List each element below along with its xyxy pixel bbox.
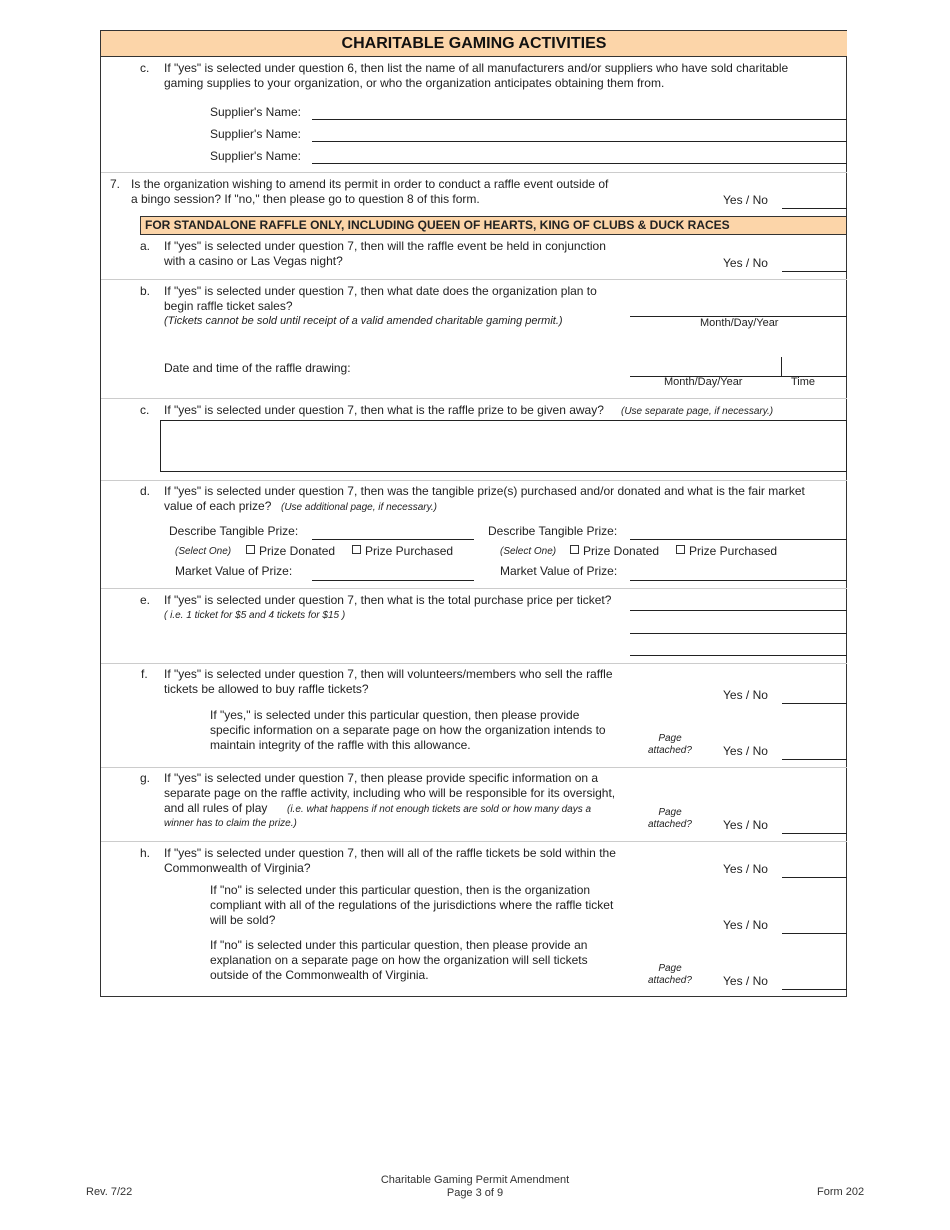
q7-answer-field[interactable] xyxy=(782,208,847,209)
divider xyxy=(101,398,847,399)
prize-purchased-option-2[interactable]: Prize Purchased xyxy=(676,544,777,558)
question-text: a bingo session? If "no," then please go to question 8 of this form. xyxy=(131,192,480,206)
select-one-label: (Select One) xyxy=(175,546,232,557)
footer-revision: Rev. 7/22 xyxy=(86,1186,133,1198)
prize-donated-option-1[interactable]: Prize Donated xyxy=(246,544,335,558)
item-letter: d. xyxy=(140,484,151,498)
supplier-name-field-2[interactable] xyxy=(312,141,847,142)
supplier-name-field-1[interactable] xyxy=(312,119,847,120)
h-page-attached-field[interactable] xyxy=(782,989,847,990)
prize-description-field-2[interactable] xyxy=(630,539,847,540)
question-text: with a casino or Las Vegas night? xyxy=(164,254,343,268)
yes-no-label: Yes / No xyxy=(723,918,768,932)
question-note: (Use separate page, if necessary.) xyxy=(621,406,774,417)
divider xyxy=(101,841,847,842)
date-caption: Month/Day/Year xyxy=(700,317,779,329)
page-attached-label: attached? xyxy=(648,819,692,830)
describe-label: Describe Tangible Prize: xyxy=(488,524,618,538)
sub-question-text: outside of the Commonwealth of Virginia. xyxy=(210,968,429,982)
question-text: If "yes" is selected under question 7, then will all of the raffle tickets be sold within the xyxy=(164,846,616,860)
question-text: gaming supplies to your organization, or who the organization anticipates obtaining them from. xyxy=(164,76,665,90)
sub-question-text: If "no" is selected under this particular question, then please provide an xyxy=(210,938,588,952)
sub-question-text: specific information on a separate page on how the organization intends to xyxy=(210,723,606,737)
date-caption: Month/Day/Year xyxy=(664,376,743,388)
footer-form-number: Form 202 xyxy=(817,1186,865,1198)
yes-no-label: Yes / No xyxy=(723,193,768,207)
f-page-attached-field[interactable] xyxy=(782,759,847,760)
market-value-field-2[interactable] xyxy=(630,580,847,581)
supplier-label: Supplier's Name: xyxy=(210,149,301,163)
footer-form-name: Charitable Gaming Permit Amendment xyxy=(380,1174,570,1186)
yes-no-label: Yes / No xyxy=(723,744,768,758)
prize-description-field-1[interactable] xyxy=(312,539,474,540)
question-text: If "yes" is selected under question 6, then list the name of all manufacturers and/or suppliers who have sold charitable xyxy=(164,61,789,75)
checkbox-icon[interactable] xyxy=(676,545,685,554)
time-caption: Time xyxy=(791,376,816,388)
yes-no-label: Yes / No xyxy=(723,974,768,988)
yes-no-label: Yes / No xyxy=(723,688,768,702)
a-answer-field[interactable] xyxy=(782,271,847,272)
market-value-label: Market Value of Prize: xyxy=(175,564,293,578)
item-letter: a. xyxy=(140,239,151,253)
page-attached-label: Page xyxy=(658,963,682,974)
raffle-prize-textbox[interactable] xyxy=(160,420,847,472)
divider xyxy=(101,279,847,280)
question-text: separate page on the raffle activity, including who will be responsible for its oversight, xyxy=(164,786,616,800)
footer-page-number: Page 3 of 9 xyxy=(446,1187,504,1199)
date-time-divider xyxy=(781,357,782,376)
question-number: 7. xyxy=(110,177,121,191)
question-text: value of each prize? xyxy=(164,499,272,513)
supplier-name-field-3[interactable] xyxy=(312,163,847,164)
section-title: CHARITABLE GAMING ACTIVITIES xyxy=(101,31,847,57)
item-letter: b. xyxy=(140,284,151,298)
item-letter: g. xyxy=(140,771,151,785)
item-letter: c. xyxy=(140,61,150,75)
item-letter: e. xyxy=(140,593,151,607)
question-text: If "yes" is selected under question 7, then what date does the organization plan to xyxy=(164,284,597,298)
question-text: Is the organization wishing to amend its permit in order to conduct a raffle event outside of xyxy=(131,177,609,191)
sub-question-text: maintain integrity of the raffle with this allowance. xyxy=(210,738,471,752)
question-note: (Use additional page, if necessary.) xyxy=(281,502,438,513)
divider xyxy=(101,172,847,173)
item-letter: h. xyxy=(140,846,151,860)
prize-purchased-option-1[interactable]: Prize Purchased xyxy=(352,544,453,558)
sub-question-text: compliant with all of the regulations of the jurisdictions where the raffle ticket xyxy=(210,898,614,912)
question-text: tickets be allowed to buy raffle tickets? xyxy=(164,682,369,696)
checkbox-icon[interactable] xyxy=(352,545,361,554)
item-letter: f. xyxy=(141,667,148,681)
question-text: If "yes" is selected under question 7, then will volunteers/members who sell the raffle xyxy=(164,667,613,681)
yes-no-label: Yes / No xyxy=(723,818,768,832)
question-note: winner has to claim the prize.) xyxy=(164,818,297,829)
ticket-price-field-3[interactable] xyxy=(630,655,847,656)
divider xyxy=(101,767,847,768)
divider xyxy=(101,588,847,589)
checkbox-icon[interactable] xyxy=(570,545,579,554)
select-one-label: (Select One) xyxy=(500,546,557,557)
supplier-label: Supplier's Name: xyxy=(210,105,301,119)
supplier-label: Supplier's Name: xyxy=(210,127,301,141)
page-attached-label: attached? xyxy=(648,745,692,756)
h-answer-field[interactable] xyxy=(782,877,847,878)
question-note: (Tickets cannot be sold until receipt of a valid amended charitable gaming permit.) xyxy=(164,315,563,327)
page-attached-label: attached? xyxy=(648,975,692,986)
sub-question-text: will be sold? xyxy=(210,913,276,927)
item-letter: c. xyxy=(140,403,150,417)
question-text: If "yes" is selected under question 7, then what is the total purchase price per ticket? xyxy=(164,593,612,607)
ticket-price-field-2[interactable] xyxy=(630,633,847,634)
page-attached-label: Page xyxy=(658,807,682,818)
divider xyxy=(101,480,847,481)
question-note: (i.e. what happens if not enough tickets are sold or how many days a xyxy=(287,804,592,815)
yes-no-label: Yes / No xyxy=(723,862,768,876)
question-text: Commonwealth of Virginia? xyxy=(164,861,311,875)
question-text: begin raffle ticket sales? xyxy=(164,299,293,313)
ticket-price-field-1[interactable] xyxy=(630,610,847,611)
drawing-label: Date and time of the raffle drawing: xyxy=(164,361,351,375)
yes-no-label: Yes / No xyxy=(723,256,768,270)
h-compliance-field[interactable] xyxy=(782,933,847,934)
question-note: ( i.e. 1 ticket for $5 and 4 tickets for $15 ) xyxy=(164,610,346,621)
question-text: If "yes" is selected under question 7, then will the raffle event be held in conjunction xyxy=(164,239,606,253)
question-text: If "yes" is selected under question 7, then was the tangible prize(s) purchased and/or donated and what is the fair market xyxy=(164,484,805,498)
g-page-attached-field[interactable] xyxy=(782,833,847,834)
checkbox-icon[interactable] xyxy=(246,545,255,554)
prize-donated-option-2[interactable]: Prize Donated xyxy=(570,544,659,558)
sub-question-text: explanation on a separate page on how the organization will sell tickets xyxy=(210,953,588,967)
f-answer-field[interactable] xyxy=(782,703,847,704)
describe-label: Describe Tangible Prize: xyxy=(169,524,299,538)
sub-question-text: If "no" is selected under this particular question, then is the organization xyxy=(210,883,591,897)
market-value-field-1[interactable] xyxy=(312,580,474,581)
standalone-raffle-band: FOR STANDALONE RAFFLE ONLY, INCLUDING QUEEN OF HEARTS, KING OF CLUBS & DUCK RACES xyxy=(140,216,847,235)
market-value-label: Market Value of Prize: xyxy=(500,564,618,578)
page-attached-label: Page xyxy=(658,733,682,744)
divider xyxy=(101,663,847,664)
question-text: If "yes" is selected under question 7, then please provide specific information on a xyxy=(164,771,599,785)
question-text: and all rules of play xyxy=(164,801,268,815)
sub-question-text: If "yes," is selected under this particular question, then please provide xyxy=(210,708,580,722)
question-text: If "yes" is selected under question 7, then what is the raffle prize to be given away? xyxy=(164,403,604,417)
